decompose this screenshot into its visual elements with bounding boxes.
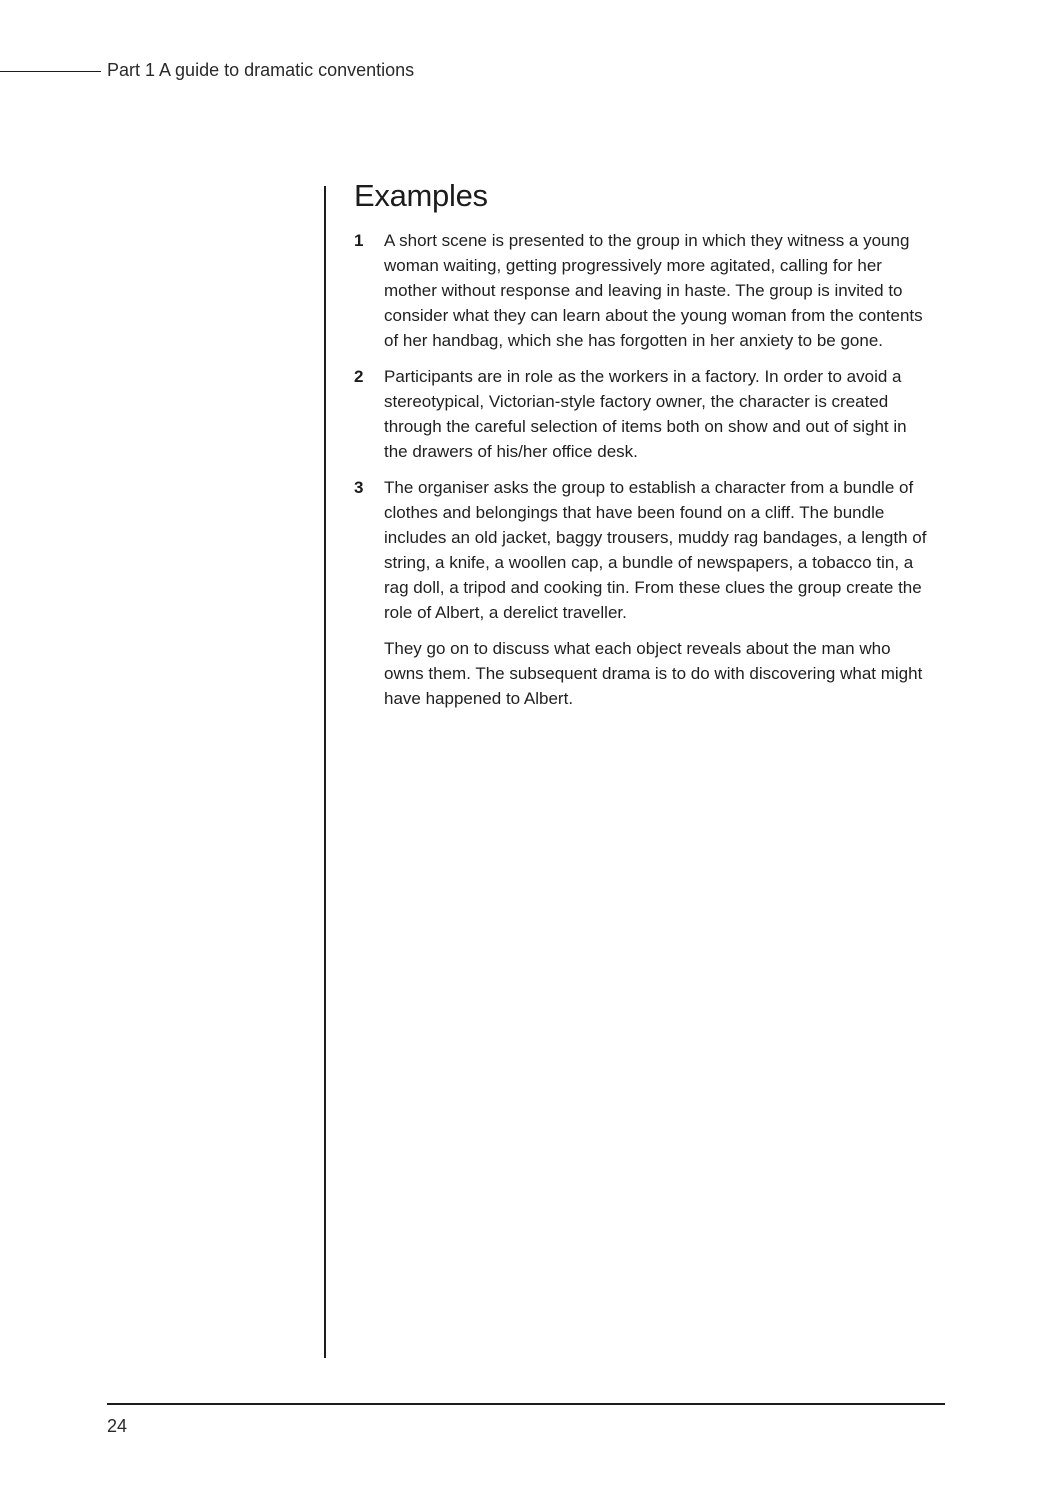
example-item-3 bbox=[354, 475, 934, 711]
header-rule bbox=[0, 71, 101, 72]
running-header: Part 1 A guide to dramatic conventions bbox=[107, 60, 415, 80]
example-paragraph: Participants are in role as the workers in a factory. In order to avoid a stereotypical, Victorian-style factory owner, the character is created through the careful selection of items both on show and out of sight in the drawers of his/her office desk. bbox=[384, 367, 907, 461]
section-heading: Examples bbox=[354, 178, 488, 213]
footer-rule bbox=[107, 1403, 945, 1405]
page-number: 24 bbox=[107, 1416, 128, 1436]
example-paragraph: They go on to discuss what each object reveals about the man who owns them. The subsequent drama is to do with discovering what might have happened to Albert. bbox=[384, 639, 923, 708]
example-item-1 bbox=[354, 228, 934, 353]
main-content bbox=[354, 174, 934, 722]
example-paragraph: A short scene is presented to the group in which they witness a young woman waiting, getting progressively more agitated, calling for her mother without response and leaving in haste. The group is invited to consider what they can learn about the young woman from the contents of her handbag, which she has forgotten in her anxiety to be gone. bbox=[384, 231, 923, 350]
example-number: 3 bbox=[354, 478, 364, 497]
examples-list bbox=[354, 228, 934, 711]
margin-rule bbox=[324, 186, 326, 1358]
example-paragraph: The organiser asks the group to establish a character from a bundle of clothes and belongings that have been found on a cliff. The bundle includes an old jacket, baggy trousers, muddy rag bandages, a length of string, a knife, a woollen cap, a bundle of newspapers, a tobacco tin, a rag doll, a tripod and cooking tin. From these clues the group create the role of Albert, a derelict traveller. bbox=[384, 478, 927, 622]
example-item-2 bbox=[354, 364, 934, 464]
example-number: 1 bbox=[354, 231, 364, 250]
example-number: 2 bbox=[354, 367, 364, 386]
